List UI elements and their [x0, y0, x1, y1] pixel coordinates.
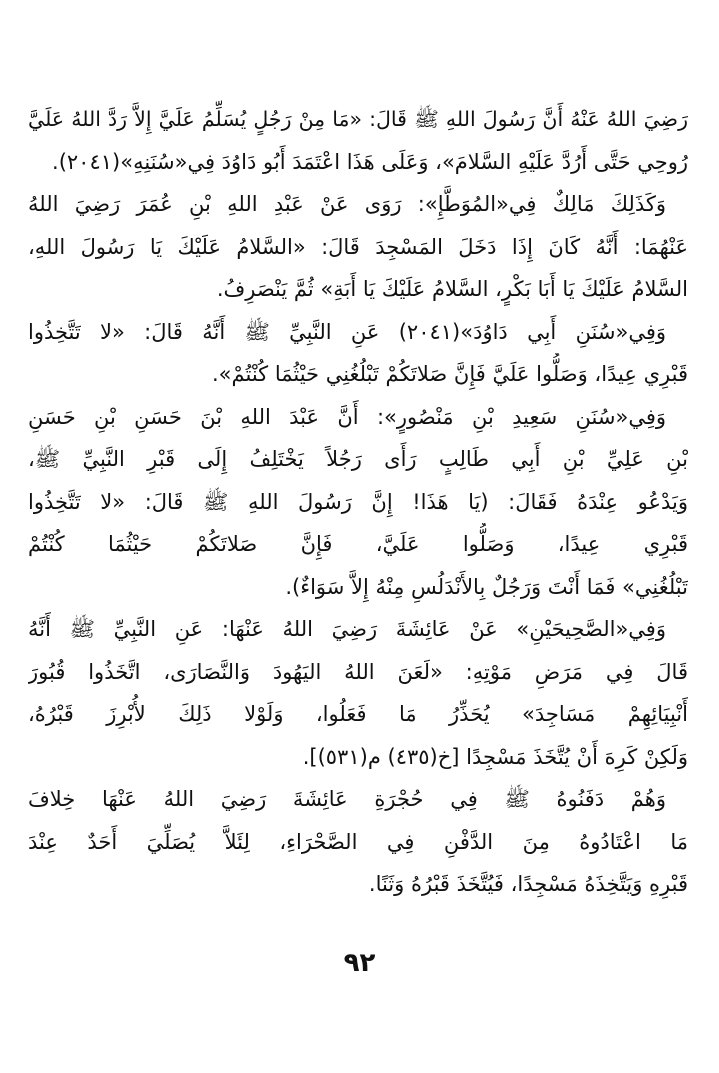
text-line: قَبْرِي عِيدًا، وَصَلُّوا عَلَيَّ فَإِنَّ صَلاتَكُمْ تَبْلُغُنِي حَيْثُمَا كُنْتُمْ». — [211, 362, 688, 386]
page-number: ٩٢ — [343, 948, 376, 978]
text-line: وَهُمْ دَفَنُوهُ ﷺ فِي حُجْرَةِ عَائِشَةَ رَضِيَ اللهُ عَنْهَا خِلافَ — [28, 787, 666, 811]
text-line: بْنِ عَلِيِّ بْنِ أَبِي طَالِبٍ رَأَى رَجُلاً يَخْتَلِفُ إِلَى قَبْرِ النَّبِيِّ ﷺ، — [28, 447, 688, 471]
text-line: وَفِي«الصَّحِيحَيْنِ» عَنْ عَائِشَةَ رَضِيَ اللهُ عَنْهَا: عَنِ النَّبِيِّ ﷺ أَنَّهُ — [28, 617, 666, 641]
text-line: أَنْبِيَائِهِمْ مَسَاجِدَ» يُحَذِّرُ مَا فَعَلُوا، وَلَوْلا ذَلِكَ لأُبْرِزَ قَبْرُهُ، — [28, 702, 688, 726]
text-line: رَضِيَ اللهُ عَنْهُ أَنَّ رَسُولَ اللهِ ﷺ قَالَ: «مَا مِنْ رَجُلٍ يُسَلِّمُ عَلَيَّ إِلاَّ رَدَّ اللهُ عَلَيَّ — [28, 107, 688, 131]
text-line: رُوحِي حَتَّى أَرُدَّ عَلَيْهِ السَّلامَ»، وَعَلَى هَذَا اعْتَمَدَ أَبُو دَاوُدَ فِي«سُنَنِهِ»(٢٠٤١). — [52, 149, 688, 174]
text-line: تَبْلُغُنِي» فَمَا أَنْتَ وَرَجُلٌ بِالأَنْدَلُسِ مِنْهُ إِلاَّ سَوَاءٌ). — [285, 574, 688, 599]
text-line: وَفِي«سُنَنِ أَبِي دَاوُدَ»(٢٠٤١) عَنِ النَّبِيِّ ﷺ أَنَّهُ قَالَ: «لا تَتَّخِذُوا — [28, 319, 667, 344]
text-line: وَلَكِنْ كَرِهَ أَنْ يُتَّخَذَ مَسْجِدًا [خ(٤٣٥) م(٥٣١)]. — [302, 744, 688, 769]
text-line: قَبْرِهِ وَيَتَّخِذَهُ مَسْجِدًا، فَيُتَّخَذَ قَبْرُهُ وَثَنًا. — [368, 872, 688, 896]
text-line: قَبْرِي عِيدًا، وَصَلُّوا عَلَيَّ، فَإِنَّ صَلاتَكُمْ حَيْثُمَا كُنْتُمْ — [28, 532, 688, 556]
text-line: قَالَ فِي مَرَضِ مَوْتِهِ: «لَعَنَ اللهُ اليَهُودَ وَالنَّصَارَى، اتَّخَذُوا قُبُورَ — [28, 659, 688, 684]
text-line: مَا اعْتَادُوهُ مِنَ الدَّفْنِ فِي الصَّحْرَاءِ، لِئَلاَّ يُصَلِّيَ أَحَدٌ عِنْدَ — [28, 829, 688, 854]
text-line: وَيَدْعُو عِنْدَهُ فَقَالَ: (يَا هَذَا! إِنَّ رَسُولَ اللهِ ﷺ قَالَ: «لا تَتَّخِذُوا — [28, 489, 688, 514]
text-line: وَكَذَلِكَ مَالِكٌ فِي«المُوَطَّإِ»: رَوَى عَنْ عَبْدِ اللهِ بْنِ عُمَرَ رَضِيَ اللهُ — [28, 192, 666, 216]
text-line: وَفِي«سُنَنِ سَعِيدِ بْنِ مَنْصُورٍ»: أَنَّ عَبْدَ اللهِ بْنَ حَسَنِ بْنِ حَسَنِ — [28, 404, 666, 429]
page-body — [28, 98, 688, 906]
text-line: عَنْهُمَا: أَنَّهُ كَانَ إِذَا دَخَلَ المَسْجِدَ قَالَ: «السَّلامُ عَلَيْكَ يَا رَسُولَ اللهِ، — [28, 234, 688, 259]
text-line: السَّلامُ عَلَيْكَ يَا أَبَا بَكْرٍ، السَّلامُ عَلَيْكَ يَا أَبَةِ» ثُمَّ يَنْصَرِفُ. — [216, 277, 688, 301]
